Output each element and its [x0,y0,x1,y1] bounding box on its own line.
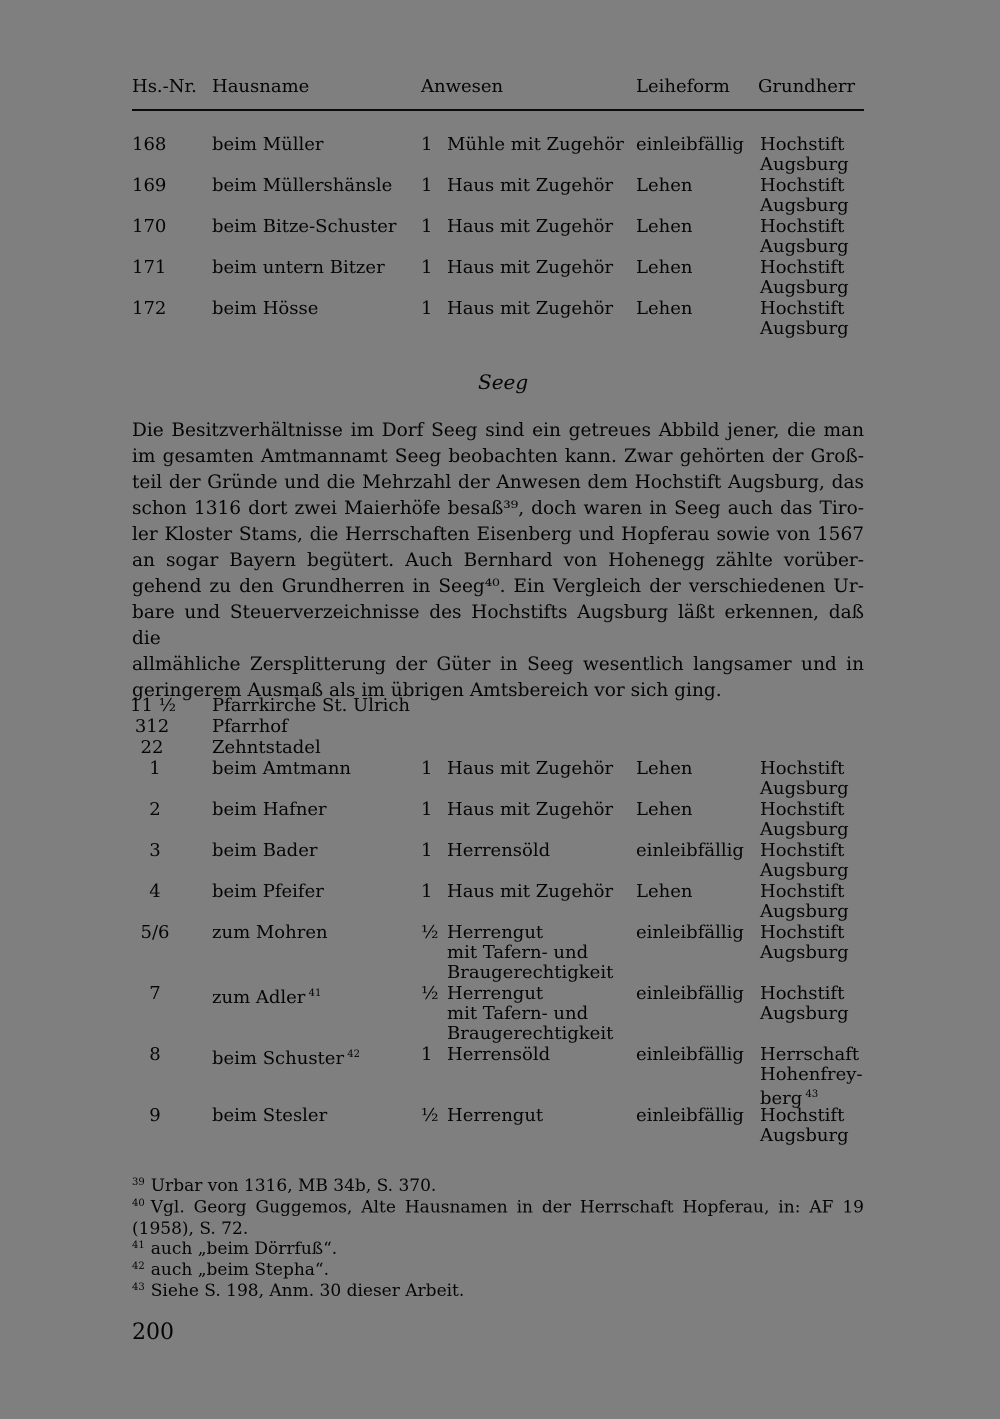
anwesen: Herrensöld [447,840,551,861]
footnote-ref: 42 [344,1049,360,1060]
header-hausname: Hausname [212,76,310,97]
footnote-marker: 41 [132,1240,145,1251]
quantity: 1 [421,840,433,861]
paragraph-line: im gesamten Amtmannamt Seeg beobachten kann. Zwar gehörten der Groß- [132,446,864,467]
leiheform: einleibfällig [636,1105,744,1126]
quantity: 1 [421,1044,433,1065]
house-name: beim Stesler [212,1105,328,1126]
grundherr: Hochstift [760,922,845,943]
footnote-marker: 39 [132,1177,145,1188]
house-number: 168 [132,134,167,155]
quantity: 1 [421,799,433,820]
footnote-ref: 43 [802,1089,819,1100]
header-rule [132,109,864,111]
house-name: beim Hösse [212,298,319,319]
house-name: beim Schuster $^{42}$ [212,1048,360,1069]
grundherr: Augsburg [760,1003,849,1024]
house-name: beim Bader [212,840,318,861]
anwesen: Herrensöld [447,1044,551,1065]
anwesen: mit Tafern- und [447,1003,589,1024]
house-name: beim Amtmann [212,758,352,779]
grundherr: Augsburg [760,1125,849,1146]
header-grundherr: Grundherr [758,76,856,97]
grundherr: Augsburg [760,277,849,298]
grundherr: Hochstift [760,1105,845,1126]
anwesen: Haus mit Zugehör [447,175,614,196]
grundherr: Herrschaft [760,1044,860,1065]
anwesen: Haus mit Zugehör [447,758,614,779]
grundherr: Augsburg [760,318,849,339]
page-number: 200 [132,1320,174,1345]
house-name: Pfarrkirche St. Ulrich [212,695,410,716]
leiheform: Lehen [636,175,693,196]
anwesen: Herrengut [447,922,544,943]
paragraph-line: allmähliche Zersplitterung der Güter in Seeg wesentlich langsamer und in [132,654,864,675]
paragraph-line: ler Kloster Stams, die Herrschaften Eisenberg und Hopferau sowie von 1567 [132,524,864,545]
paragraph-line: schon 1316 dort zwei Maierhöfe besaß³⁹, doch waren in Seeg auch das Tiro- [132,498,864,519]
header-anwesen: Anwesen [421,76,504,97]
grundherr: Hochstift [760,134,845,155]
house-name: Pfarrhof [212,716,288,737]
header-nr: Hs.-Nr. [132,76,197,97]
grundherr: Augsburg [760,195,849,216]
grundherr: Hochstift [760,840,845,861]
paragraph-line: Die Besitzverhältnisse im Dorf Seeg sind ein getreues Abbild jener, die man [132,420,864,441]
anwesen: Haus mit Zugehör [447,881,614,902]
anwesen: Haus mit Zugehör [447,257,614,278]
house-number: 312 [134,716,170,737]
grundherr: Augsburg [760,778,849,799]
footnote-text: auch „beim Dörrfuß“. [150,1239,338,1259]
grundherr: Hochstift [760,799,845,820]
quantity: ½ [421,922,439,943]
quantity: ½ [421,983,439,1004]
quantity: ½ [421,1105,439,1126]
quantity: 1 [421,758,433,779]
leiheform: Lehen [636,216,693,237]
grundherr: Hochstift [760,881,845,902]
footnote-line: Vgl. Georg Guggemos, Alte Hausnamen in der Herrschaft Hopferau, in: AF 19 [150,1197,864,1218]
grundherr: Augsburg [760,236,849,257]
house-number: 172 [132,298,167,319]
quantity: 1 [421,175,433,196]
paragraph-line: an sogar Bayern begütert. Auch Bernhard von Hohenegg zählte vorüber- [132,550,864,571]
house-number: 1 [149,758,161,779]
house-number: 9 [149,1105,161,1126]
grundherr: Augsburg [760,154,849,175]
footnote-43 [132,1277,464,1302]
body-paragraph [132,418,864,704]
house-name: Zehntstadel [212,737,321,758]
grundherr: Hochstift [760,216,845,237]
grundherr: Hochstift [760,298,845,319]
paragraph-line: gehend zu den Grundherren in Seeg⁴⁰. Ein Vergleich der verschiedenen Ur- [132,576,864,597]
anwesen: Braugerechtigkeit [447,1023,614,1044]
header-leiheform: Leiheform [636,76,730,97]
footnote-marker: 42 [132,1261,145,1272]
leiheform: Lehen [636,881,693,902]
footnote-text: Urbar von 1316, MB 34b, S. 370. [150,1176,437,1196]
house-name: beim Bitze-Schuster [212,216,397,237]
paragraph-line: teil der Gründe und die Mehrzahl der Anwesen dem Hochstift Augsburg, das [132,472,864,493]
house-number: 171 [132,257,167,278]
grundherr: Augsburg [760,819,849,840]
grundherr: Hohenfrey- [760,1064,863,1085]
quantity: 1 [421,257,433,278]
footnote-40 [132,1193,864,1240]
leiheform: Lehen [636,799,693,820]
house-number: 3 [149,840,161,861]
footnote-ref: 41 [305,988,322,999]
grundherr: Augsburg [760,901,849,922]
leiheform: einleibfällig [636,840,744,861]
grundherr: Hochstift [760,257,845,278]
house-name: beim Müllershänsle [212,175,393,196]
anwesen: Mühle mit Zugehör [447,134,624,155]
anwesen: Haus mit Zugehör [447,799,614,820]
section-heading: Seeg [478,370,529,394]
leiheform: einleibfällig [636,983,744,1004]
grundherr: Augsburg [760,942,849,963]
house-number: 169 [132,175,167,196]
grundherr: Hochstift [760,758,845,779]
house-name: beim Pfeifer [212,881,324,902]
footnote-text [132,1193,864,1219]
quantity: 1 [421,298,433,319]
quantity: 1 [421,216,433,237]
house-name: zum Adler $^{41}$ [212,987,322,1008]
anwesen: Braugerechtigkeit [447,962,614,983]
paragraph-line: geringerem Ausmaß als im übrigen Amtsbereich vor sich ging. [132,680,722,701]
grundherr: Hochstift [760,175,845,196]
house-number: 5/6 [140,922,170,943]
house-name: beim Hafner [212,799,327,820]
leiheform: einleibfällig [636,134,744,155]
house-number: 4 [149,881,161,902]
house-number: 22 [140,737,164,758]
house-number: 8 [149,1044,161,1065]
footnote-marker: 40 [132,1198,145,1209]
anwesen: Herrengut [447,983,544,1004]
house-name: beim Müller [212,134,324,155]
house-number: 2 [149,799,161,820]
anwesen: mit Tafern- und [447,942,589,963]
house-number: 11 ½ [130,695,177,716]
house-name: zum Mohren [212,922,328,943]
footnote-marker: 43 [132,1282,145,1293]
house-number: 7 [149,983,161,1004]
grundherr: Hochstift [760,983,845,1004]
grundherr: berg $^{43}$ [760,1088,819,1109]
footnote-line: (1958), S. 72. [132,1218,249,1239]
leiheform: Lehen [636,298,693,319]
leiheform: einleibfällig [636,1044,744,1065]
footnote-text: auch „beim Stepha“. [150,1260,330,1280]
leiheform: Lehen [636,257,693,278]
leiheform: einleibfällig [636,922,744,943]
quantity: 1 [421,134,433,155]
anwesen: Herrengut [447,1105,544,1126]
grundherr: Augsburg [760,860,849,881]
house-number: 170 [132,216,167,237]
paragraph-line: bare und Steuerverzeichnisse des Hochstifts Augsburg läßt erkennen, daß die [132,602,864,649]
quantity: 1 [421,881,433,902]
anwesen: Haus mit Zugehör [447,298,614,319]
leiheform: Lehen [636,758,693,779]
footnote-text: Siehe S. 198, Anm. 30 dieser Arbeit. [150,1281,465,1301]
house-name: beim untern Bitzer [212,257,385,278]
anwesen: Haus mit Zugehör [447,216,614,237]
